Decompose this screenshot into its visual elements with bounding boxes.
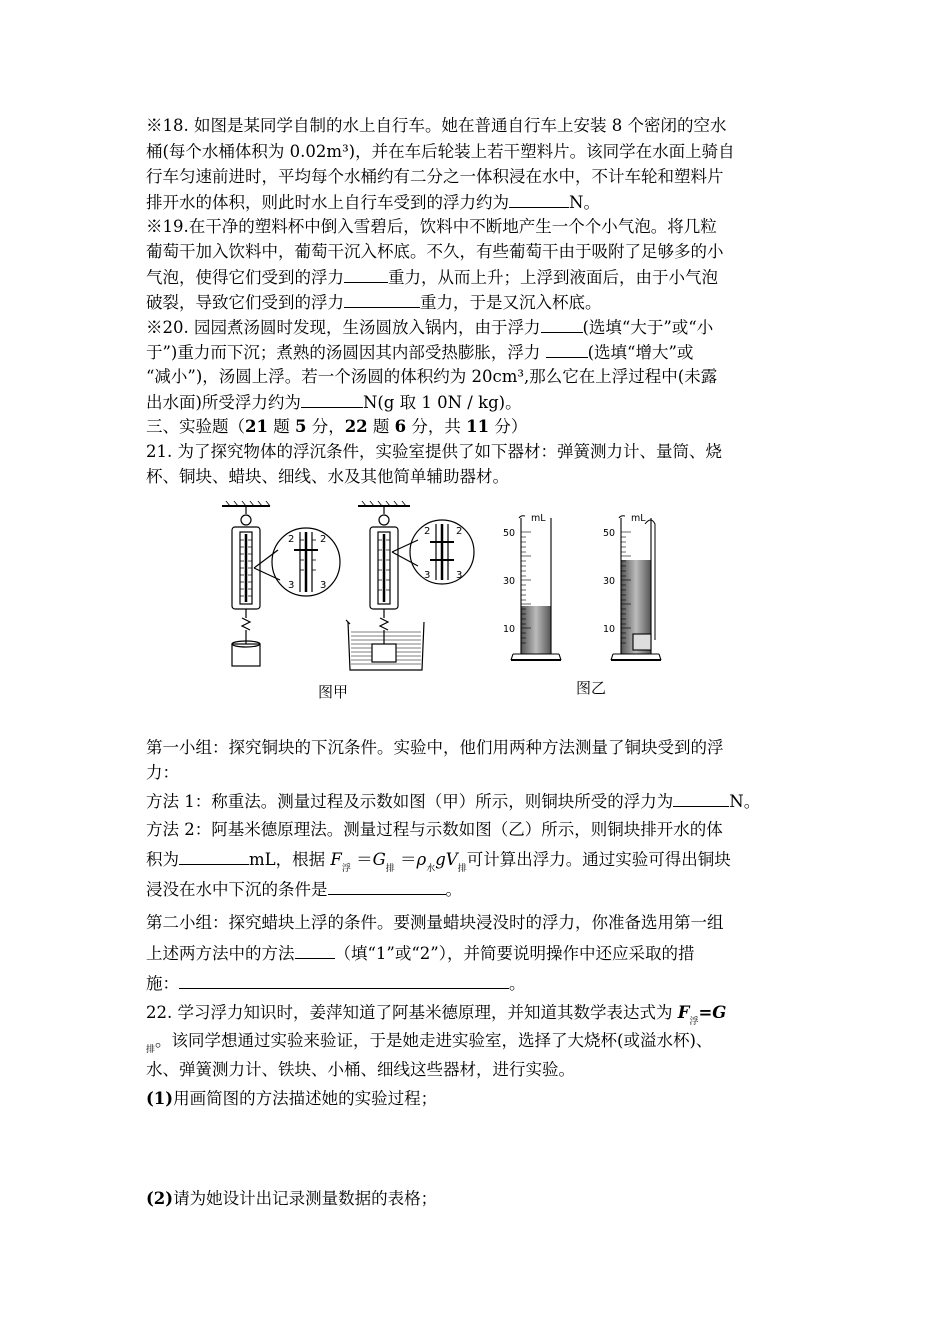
method-1: 方法 1：称重法。测量过程及示数如图（甲）所示，则铜块所受的浮力为 N。 <box>146 792 761 811</box>
q18-line-1: ※18. 如图是某同学自制的水上自行车。她在普通自行车上安装 8 个密闭的空水 <box>146 116 727 135</box>
tick-label: 10 <box>603 624 616 635</box>
q21-line-1: 21. 为了探究物体的浮沉条件，实验室提供了如下器材：弹簧测力计、量筒、烧 <box>146 442 722 461</box>
ml-label: mL <box>631 513 646 524</box>
q19-line-3: 气泡，使得它们受到的浮力 重力，从而上升；上浮到液面后，由于小气泡 <box>146 268 718 287</box>
q22-line-1: 22. 学习浮力知识时，姜萍知道了阿基米德原理，并知道其数学表达式为 $F_浮=G$ <box>146 1003 727 1027</box>
q18-line-2: 桶(每个水桶体积为 0.02m³)，并在车后轮装上若干塑料片。该同学在水面上骑自 <box>146 142 735 161</box>
group2-line-2: 上述两方法中的方法 （填“1”或“2”），并简要说明操作中还应采取的措 <box>146 944 695 963</box>
q19-line-2: 葡萄干加入饮料中，葡萄干沉入杯底。不久，有些葡萄干由于吸附了足够多的小 <box>146 242 724 261</box>
figure-yi <box>495 510 675 670</box>
answer-blank[interactable] <box>546 341 588 358</box>
tick-label: 10 <box>503 624 516 635</box>
q19-line-4: 破裂，导致它们受到的浮力 重力，于是又沉入杯底。 <box>146 293 602 312</box>
method-2-line-1: 方法 2：阿基米德原理法。测量过程与示数如图（乙）所示，则铜块排开水的体 <box>146 820 723 839</box>
method-2-line-2: 积为 mL，根据 $F_浮 =G_排 =\rho_水gV_排$可计算出浮力。通过实验可得出铜块 <box>146 850 731 874</box>
tick-label: 30 <box>503 576 516 587</box>
q18-line-3: 行车匀速前进时，平均每个水桶约有二分之一体积浸在水中，不计车轮和塑料片 <box>146 167 724 186</box>
q19-line-1: ※19.在干净的塑料杯中倒入雪碧后，饮料中不断地产生一个个小气泡。将几粒 <box>146 217 717 236</box>
section-3-heading: 三、实验题（21 题 5 分，22 题 6 分，共 11 分） <box>146 417 528 436</box>
answer-blank[interactable] <box>328 878 446 895</box>
q18-line-4: 排开水的体积，则此时水上自行车受到的浮力约为 N。 <box>146 193 600 212</box>
group1-line-2: 力： <box>146 763 179 782</box>
answer-blank[interactable] <box>301 391 363 408</box>
answer-blank[interactable] <box>295 942 335 959</box>
answer-blank[interactable] <box>179 848 249 865</box>
q20-line-2: 于”)重力而下沉；煮熟的汤圆因其内部受热膨胀，浮力 (选填“增大”或 <box>146 343 694 362</box>
tick-label: 50 <box>603 528 616 539</box>
scale-label-3: 3 <box>456 570 463 581</box>
q22-line-2: $_排$。该同学想通过实验来验证，于是她走进实验室，选择了大烧杯(或溢水杯)、 <box>146 1031 713 1055</box>
answer-blank[interactable] <box>179 972 509 989</box>
q22-line-3: 水、弹簧测力计、铁块、小桶、细线这些器材，进行实验。 <box>146 1060 575 1079</box>
scale-label-2: 2 <box>320 534 327 545</box>
q20-line-4: 出水面)所受浮力约为 N(g 取 1 0N / kg)。 <box>146 393 522 412</box>
q20-line-1: ※20. 园园煮汤圆时发现，生汤圆放入锅内，由于浮力 (选填“大于”或“小 <box>146 318 714 337</box>
q20-line-3: “减小”)，汤圆上浮。若一个汤圆的体积约为 20cm³,那么它在上浮过程中(未露 <box>146 367 718 386</box>
group2-line-3: 施： 。 <box>146 974 526 993</box>
q21-line-2: 杯、铜块、蜡块、细线、水及其他简单辅助器材。 <box>146 467 509 486</box>
figure-jia <box>210 500 480 680</box>
tick-label: 50 <box>503 528 516 539</box>
scale-label-2: 2 <box>424 526 431 537</box>
answer-blank[interactable] <box>673 790 729 807</box>
method-2-line-3: 浸没在水中下沉的条件是 。 <box>146 880 462 899</box>
answer-blank[interactable] <box>344 266 388 283</box>
ml-label: mL <box>531 513 546 524</box>
q22-part-2: (2)请为她设计出记录测量数据的表格； <box>146 1189 438 1208</box>
scale-label-2: 2 <box>456 526 463 537</box>
group2-line-1: 第二小组：探究蜡块上浮的条件。要测量蜡块浸没时的浮力，你准备选用第一组 <box>146 913 724 932</box>
answer-blank[interactable] <box>344 291 420 308</box>
scale-label-3: 3 <box>320 580 327 591</box>
group1-line-1: 第一小组：探究铜块的下沉条件。实验中，他们用两种方法测量了铜块受到的浮 <box>146 738 724 757</box>
figure-jia-caption: 图甲 <box>318 683 349 701</box>
scale-label-3: 3 <box>288 580 295 591</box>
q22-part-1: (1)用画简图的方法描述她的实验过程； <box>146 1089 438 1108</box>
figure-yi-caption: 图乙 <box>576 679 607 697</box>
scale-label-2: 2 <box>288 534 295 545</box>
answer-blank[interactable] <box>541 316 583 333</box>
scale-label-3: 3 <box>424 570 431 581</box>
tick-label: 30 <box>603 576 616 587</box>
answer-blank[interactable] <box>509 191 569 208</box>
